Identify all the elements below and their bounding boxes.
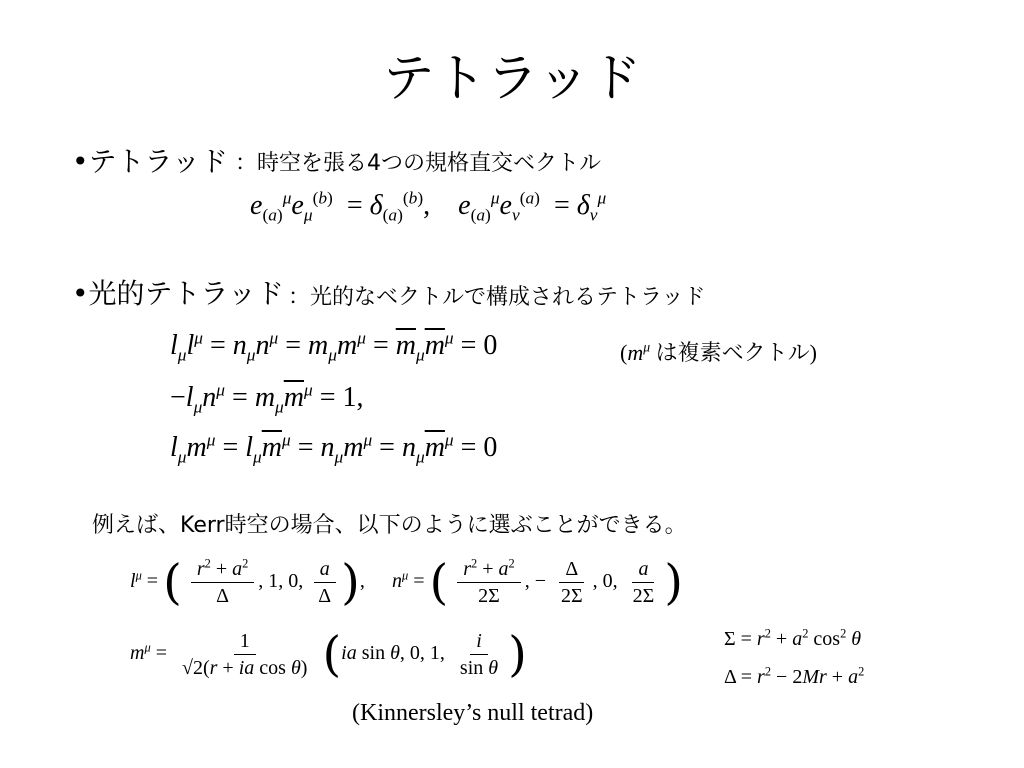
n-vector-equation: $n^\mu$ = ( $\frac{r^2 + a^2}{2\Sigma}$ , − $\frac{\Delta}{2\Sigma}$ , 0, $\frac{a}{2\Sigma}$ ) [392,554,684,611]
tetrad-description: ：時空を張る4つの規格直交ベクトル [235,151,601,176]
m-vector-equation: $m^\mu$ = $\frac{1}{\text{√2(r + ia cos θ)}}$ (ia sin θ, 0, 1, $\frac{i}{\text{sin θ}}$ ) [130,626,527,683]
normalization-equation: $-l_\mu n^\mu = m_\mu\overline{m}^\mu = 1$, [170,380,364,417]
null-tetrad-description: ：光的なベクトルで構成されるテトラッド [288,285,706,310]
kerr-example-text: 例えば、Kerr時空の場合、以下のように選ぶことができる。 [92,513,687,538]
null-condition-equation: $l_\mu l^\mu = n_\mu n^\mu = m_\mu m^\mu = \overline{m}_\mu\overline{m}^\mu = 0$ [170,328,498,365]
l-vector-equation: $l^\mu$ = ( $\frac{r^2 + a^2}{\Delta}$ , 1, 0, $\frac{a}{\Delta}$ ), [130,554,365,611]
bullet-tetrad-heading: •テトラッド [72,145,228,178]
slide-title: テトラッド [382,49,642,109]
orthogonality-equation: $l_\mu m^\mu = l_\mu\overline{m}^\mu = n_\mu m^\mu = n_\mu\overline{m}^\mu = 0$ [170,430,498,467]
delta-definition: $\Delta = r^2 - 2Mr + a^2$ [724,664,865,688]
sigma-definition: $\Sigma = r^2 + a^2$ $\cos^2 \theta$ [724,626,862,650]
bullet-null-tetrad-heading: •光的テトラッド [72,277,284,310]
kinnersley-caption: (Kinnersley’s null tetrad) [352,700,594,726]
tetrad-orthonormality-equation: $e_{(a)}^\mu e_\mu^{(b)} = \delta_{(a)}^{(b)}$, $e_{(a)}^\mu e_\nu^{(a)} = \delta_\nu^\mu$ [250,188,607,225]
complex-vector-note: ($m^\mu$ は複素ベクトル) [620,339,817,366]
